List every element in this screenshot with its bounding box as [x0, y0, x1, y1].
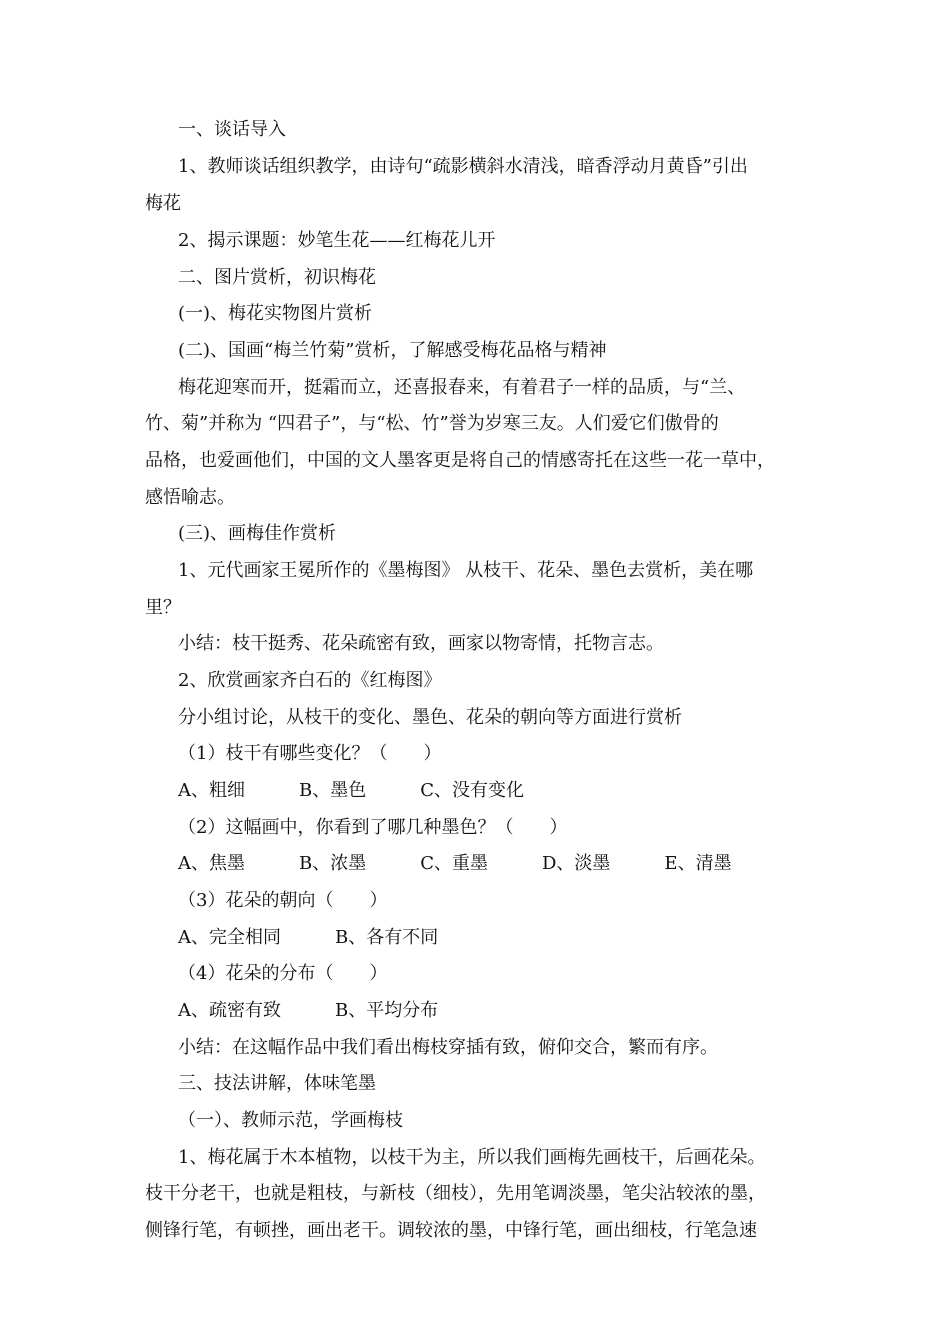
- paragraph-line: 1、梅花属于木本植物，以枝干为主，所以我们画梅先画枝干，后画花朵。: [178, 1147, 766, 1168]
- question-line: （4）花朵的分布（ ）: [178, 963, 388, 984]
- paragraph-line: 枝干分老干，也就是粗枝，与新枝（细枝），先用笔调淡墨，笔尖沾较浓的墨，: [145, 1183, 766, 1204]
- summary-line: 小结：枝干挺秀、花朵疏密有致，画家以物寄情，托物言志。: [178, 633, 664, 654]
- subheading: (二)、国画“梅兰竹菊”赏析，了解感受梅花品格与精神: [178, 340, 607, 361]
- paragraph-line: 品格，也爱画他们，中国的文人墨客更是将自己的情感寄托在这些一花一草中，: [145, 450, 775, 471]
- paragraph-line: 梅花迎寒而开，挺霜而立，还喜报春来，有着君子一样的品质，与“兰、: [178, 377, 746, 398]
- answer-options: A、粗细 B、墨色 C、没有变化: [178, 780, 524, 801]
- answer-options: A、完全相同 B、各有不同: [178, 927, 439, 948]
- paragraph-line: 梅花: [145, 193, 181, 214]
- paragraph-line: 2、揭示课题：妙笔生花——红梅花儿开: [178, 230, 496, 251]
- paragraph-line: 1、元代画家王冕所作的《墨梅图》 从枝干、花朵、墨色去赏析，美在哪: [178, 560, 754, 581]
- paragraph-line: 2、欣赏画家齐白石的《红梅图》: [178, 670, 442, 691]
- paragraph-line: 里？: [145, 597, 181, 618]
- subheading: (一)、梅花实物图片赏析: [178, 303, 373, 324]
- paragraph-line: 感悟喻志。: [145, 487, 235, 508]
- question-line: （1）枝干有哪些变化？（ ）: [178, 743, 442, 764]
- question-line: （3）花朵的朝向（ ）: [178, 890, 388, 911]
- paragraph-line: 竹、菊”并称为 “四君子”，与“松、竹”誉为岁寒三友。人们爱它们傲骨的: [145, 413, 719, 434]
- question-line: （2）这幅画中，你看到了哪几种墨色？（ ）: [178, 817, 568, 838]
- heading-technique: 三、技法讲解，体味笔墨: [178, 1073, 376, 1094]
- heading-picture-appreciation: 二、图片赏析，初识梅花: [178, 267, 376, 288]
- heading-talk-intro: 一、谈话导入: [178, 119, 286, 140]
- answer-options: A、疏密有致 B、平均分布: [178, 1000, 439, 1021]
- answer-options: A、焦墨 B、浓墨 C、重墨 D、淡墨 E、清墨: [178, 853, 732, 874]
- paragraph-line: 侧锋行笔，有顿挫，画出老干。调较浓的墨，中锋行笔，画出细枝，行笔急速: [145, 1220, 757, 1241]
- paragraph-line: 1、教师谈话组织教学，由诗句“疏影横斜水清浅，暗香浮动月黄昏”引出: [178, 156, 748, 177]
- paragraph-line: 分小组讨论，从枝干的变化、墨色、花朵的朝向等方面进行赏析: [178, 707, 682, 728]
- subheading: (三)、画梅佳作赏析: [178, 523, 337, 544]
- summary-line: 小结：在这幅作品中我们看出梅枝穿插有致，俯仰交合，繁而有序。: [178, 1037, 718, 1058]
- subheading: （一）、教师示范，学画梅枝: [178, 1110, 403, 1131]
